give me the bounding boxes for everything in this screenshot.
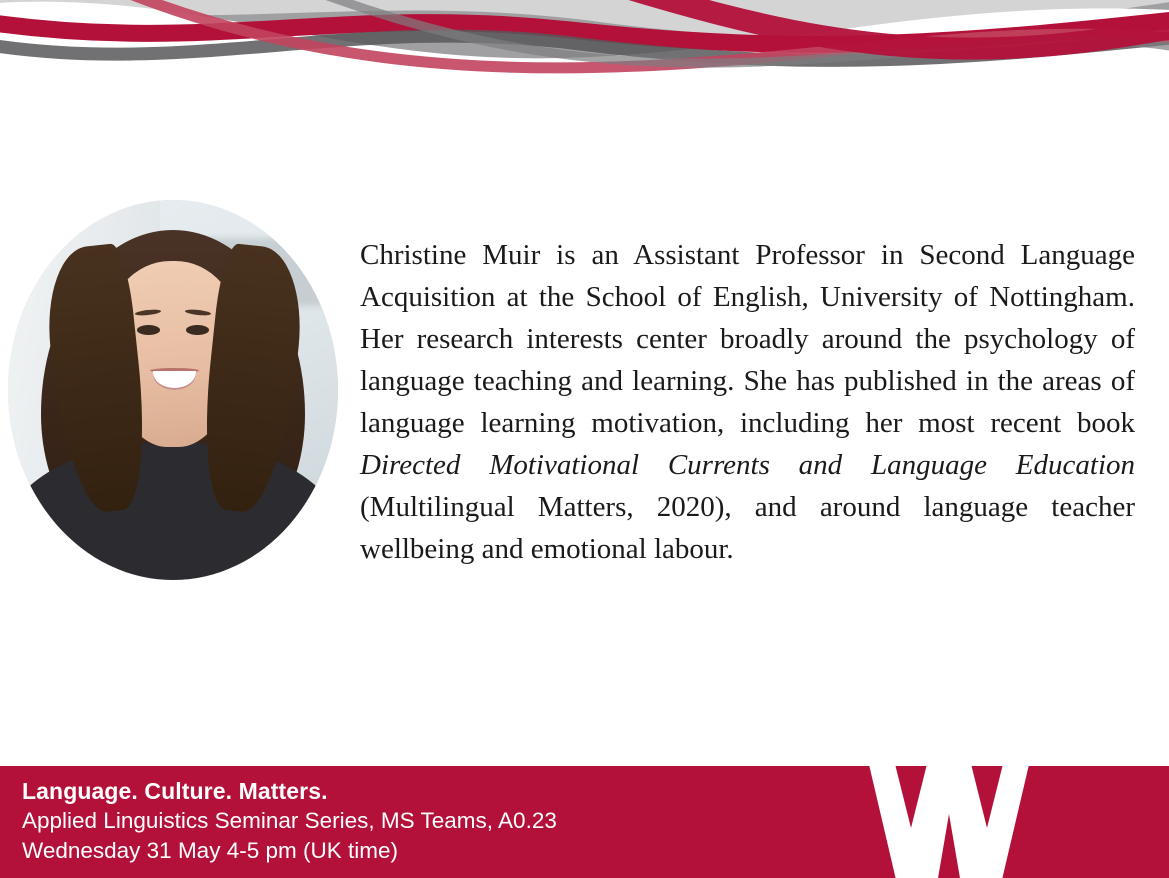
w-monogram-graphic bbox=[849, 766, 1049, 878]
w-monogram-logo bbox=[849, 766, 1049, 878]
footer-tagline: Language. Culture. Matters. bbox=[22, 778, 328, 804]
footer-text-block bbox=[22, 777, 557, 865]
portrait-oval-frame bbox=[8, 200, 338, 580]
speaker-bio bbox=[360, 234, 1135, 570]
bio-text-part2: (Multilingual Matters, 2020), and around language teacher wellbeing and emotional labour. bbox=[360, 491, 1135, 566]
speaker-portrait bbox=[8, 200, 338, 580]
bio-text-part1: Christine Muir is an Assistant Professor in Second Language Acquisition at the School of English, University of Nottingham. Her research interests center broadly around the psychology of language teaching and learning. She has published in the areas of language learning motivation, including her most recent book bbox=[360, 239, 1135, 440]
footer-series: Applied Linguistics Seminar Series, MS Teams, A0.23 bbox=[22, 808, 557, 834]
slide-body bbox=[0, 150, 1169, 710]
ribbon-graphic bbox=[0, 0, 1169, 82]
top-decorative-ribbon bbox=[0, 0, 1169, 82]
footer-band bbox=[0, 766, 1169, 878]
bio-book-title: Directed Motivational Currents and Language Education bbox=[360, 449, 1135, 482]
footer-datetime: Wednesday 31 May 4-5 pm (UK time) bbox=[22, 837, 398, 863]
